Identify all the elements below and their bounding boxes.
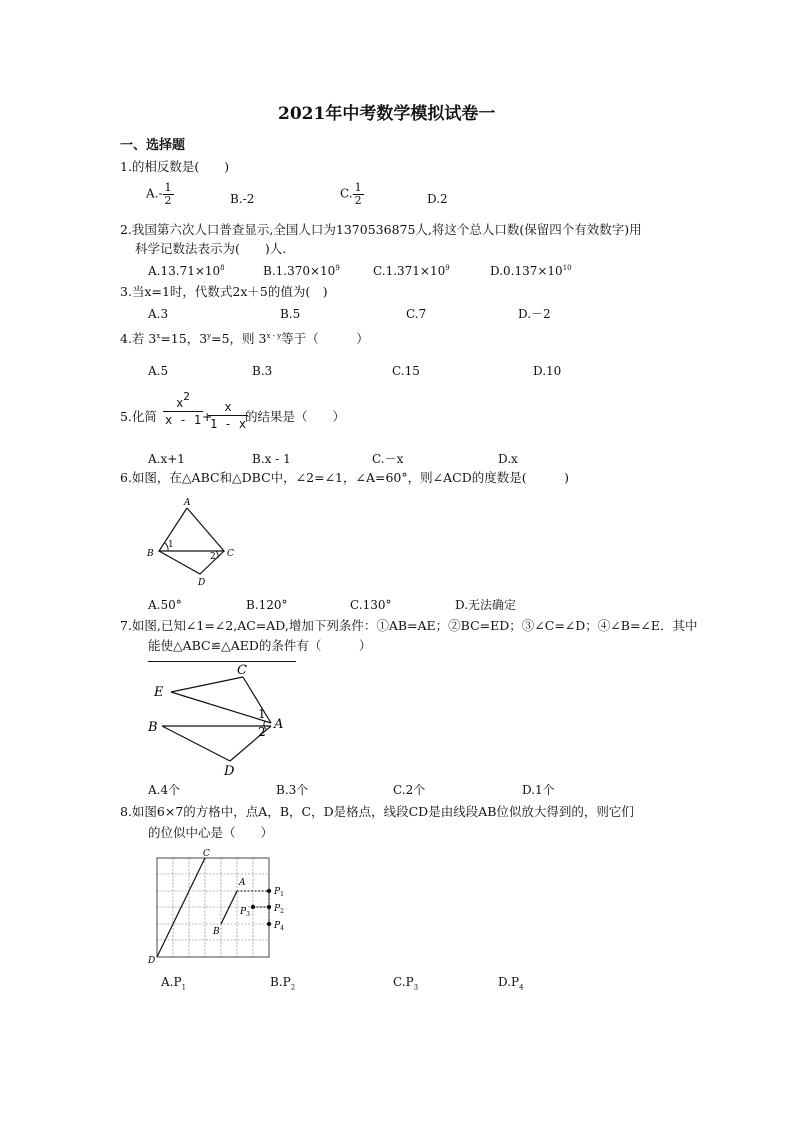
stem-text: 等于（ ） [281,331,369,346]
question-1-option-d: D.2 [427,192,448,206]
question-3-option-b: B.5 [280,307,301,321]
subscript: 4 [519,983,524,992]
stem-text: =15，3 [160,331,208,346]
point-label-c: C [237,663,247,678]
exponent: 9 [335,264,340,272]
exponent: 9 [445,264,450,272]
question-8-line-2: 的位似中心是（ ） [148,825,274,840]
option-a-prefix: A.- [146,186,163,201]
fraction-denominator: 2 [164,193,172,207]
point-label-p3: $P_3$ [240,907,250,918]
question-4-option-c: C.15 [392,364,420,378]
option-text: D.P [498,975,520,989]
question-8-line-1: 8.如图6×7的方格中，点A，B，C，D是格点，线段CD是由线段AB位似放大得到的，则它们 [120,804,634,819]
stem-text: =5，则 3 [211,331,267,346]
option-text: C.1.371×10 [373,264,446,278]
question-6-option-c: C.130° [350,598,392,612]
option-text: A.P [161,975,182,989]
section-heading: 一、选择题 [120,138,186,153]
question-2-option-d [490,265,572,277]
fraction [163,182,174,206]
question-5-option-d: D.x [498,452,518,466]
option-text: C.P [393,975,414,989]
option-text: B.P [270,975,291,989]
question-3-option-a: A.3 [148,307,169,321]
question-7-line-2: 能使△ABC≌△AED的条件有（ ） [148,638,372,653]
point-label-a: A [274,717,284,732]
subscript: 3 [413,983,419,992]
exponent: 8 [220,264,225,272]
subscript: 1 [181,983,187,992]
angle-label-2: 2 [258,725,266,739]
question-6-option-b: B.120° [246,598,288,612]
question-1-option-b: B.-2 [230,192,255,206]
point-label-c: C [227,549,234,559]
question-7-option-d: D.1个 [522,783,555,797]
question-5-fraction-1 [163,390,203,427]
exponent: x [156,331,161,340]
point-label-e: E [154,685,164,700]
option-text: D.0.137×10 [490,264,563,278]
subscript: 2 [290,983,296,992]
fraction-denominator: 1 - x [209,417,247,431]
question-2-option-a [148,265,225,277]
question-5-option-c: C.－x [372,452,404,466]
question-6-option-a: A.50° [148,598,182,612]
question-1-option-c [340,182,364,206]
question-3-option-d: D.－2 [518,307,551,321]
question-4-stem [120,333,369,346]
question-5-stem-prefix: 5.化简 [120,409,157,424]
question-8-option-b [270,975,296,992]
point-label-a: A [239,878,246,888]
angle-label-2: 2 [210,552,216,562]
question-2-line-2: 科学记数法表示为( )人. [135,241,287,256]
point-label-b: B [148,720,158,735]
question-2-option-c [373,265,450,277]
point-label-d: D [224,764,235,779]
question-2-line-1: 2.我国第六次人口普查显示,全国人口为1370536875人,将这个总人口数(保留四个有效数字)用 [120,222,642,237]
question-7-option-a: A.4个 [148,783,181,797]
question-8-option-c [393,975,419,992]
question-5-fraction-2 [208,401,248,430]
fraction-numerator: x [224,400,232,414]
question-5-option-b: B.x - 1 [252,452,291,466]
fraction-denominator: 2 [354,193,362,207]
point-label-d: D [198,578,206,588]
point-label-b: B [147,549,154,559]
point-label-b: B [213,927,220,937]
angle-label-1: 1 [168,540,174,550]
question-5-stem-suffix: 的结果是（ ） [245,409,346,424]
option-text: B.1.370×10 [263,264,336,278]
option-text: A.13.71×10 [148,264,221,278]
question-1-stem: 1.的相反数是( ) [120,159,230,174]
point-label-a: A [184,498,191,508]
exponent: 2 [183,390,190,403]
page-title: 2021年中考数学模拟试卷一 [278,104,496,124]
point-label-p1: $P_1$ [274,887,284,898]
angle-label-1: 1 [258,707,266,721]
question-8-option-a [161,975,187,992]
question-3-stem: 3.当x=1时，代数式2x＋5的值为( ) [120,284,328,299]
stem-text: 4.若 3 [120,331,157,346]
point-label-d: D [148,956,156,965]
question-4-option-d: D.10 [533,364,562,378]
question-6-figure [140,495,240,595]
question-5-option-a: A.x+1 [148,452,185,466]
question-6-stem: 6.如图，在△ABC和△DBC中，∠2=∠1，∠A=60°，则∠ACD的度数是( ) [120,470,569,485]
fraction-numerator: x [176,396,184,410]
question-1-option-a [146,182,174,206]
question-7-option-b: B.3个 [276,783,309,797]
exponent: x - y [266,331,282,340]
point-label-c: C [203,849,210,859]
question-5-plus: + [202,409,213,424]
question-8-option-d [498,975,524,992]
exponent: 10 [562,264,572,272]
question-7-option-c: C.2个 [393,783,426,797]
question-7-figure [140,660,300,780]
question-3-option-c: C.7 [406,307,427,321]
question-4-option-b: B.3 [252,364,273,378]
question-8-figure [146,845,296,965]
fraction [353,182,364,206]
fraction-numerator: 1 [164,181,172,194]
question-4-option-a: A.5 [148,364,169,378]
option-c-prefix: C. [340,186,353,201]
question-2-option-b [263,265,340,277]
point-label-p2: $P_2$ [274,904,284,915]
exponent: y [207,331,212,340]
question-7-line-1: 7.如图,已知∠1=∠2,AC=AD,增加下列条件：①AB=AE；②BC=ED；③∠C=∠D；④∠B=∠E．其中 [120,618,698,633]
point-label-p4: $P_4$ [274,921,284,932]
question-6-option-d: D.无法确定 [455,598,517,612]
fraction-numerator: 1 [354,181,362,194]
fraction-denominator: x - 1 [164,413,202,427]
